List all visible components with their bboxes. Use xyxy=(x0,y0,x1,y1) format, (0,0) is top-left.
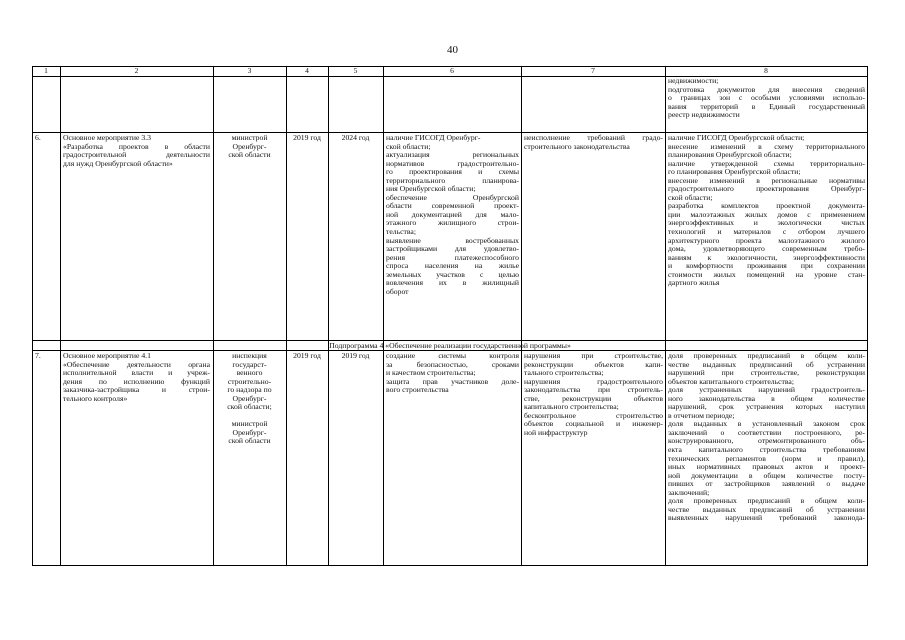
row6-expected-result: наличие ГИСОГД Оренбург- ской области; актуализация региональных нормативов градостроительно- го проектирования и схемы территориального планирова- ния Оренбургской области; обеспечение Оренбургской области современной проект- ной документацией для мало- этажного жилищного строи- тельства; выявление востребованных застройщиками для удовлетво- рения платежеспособного спроса населения на жилье земельных участков с целью вовлечения их в жилищный оборот xyxy=(386,134,519,296)
row7-start-year: 2019 год xyxy=(293,351,321,360)
col-header-2: 2 xyxy=(134,66,139,75)
col-header-5: 5 xyxy=(353,66,358,75)
row7-expected-result: создание системы контроля за безопасностью, сроками и качеством строительства; защита прав участников доле- вого строительства xyxy=(386,352,519,395)
page-number: 40 xyxy=(447,44,458,56)
col-header-4: 4 xyxy=(305,66,309,75)
col-header-8: 8 xyxy=(764,66,768,75)
row6-number: 6. xyxy=(35,133,41,142)
col-header-1: 1 xyxy=(44,66,48,75)
row7-number: 7. xyxy=(35,351,41,360)
col-header-3: 3 xyxy=(247,66,252,75)
col-header-7: 7 xyxy=(591,66,595,75)
row7-activity: Основное мероприятие 4.1 «Обеспечение деятельности органа исполнительной власти и учреж- дения по исполнению функций заказчика-застройщика и строи- тельного контроля» xyxy=(63,352,210,403)
row6-indicators: наличие ГИСОГД Оренбургской области; внесение изменений в схему территориального планирования Оренбургской области; наличие утвержденной схемы территориально- го планирования Оренбургской области; внесение изменений в региональные нормативы градостроительного проектирования Оренбург- ской области; разработка комплектов проектной документа- ции малоэтажных жилых домов с применением энергоэффективных и экологически чистых технологий и материалов с отбором лучшего архитектурного проекта малоэтажного жилого дома, удовлетворяющего современным требо- ваниям к экологичности, энергоэффективности и комфортности проживания при сохранении стоимости жилых помещений на уровне стан- дартного жилья xyxy=(668,134,865,288)
row7-end-year: 2019 год xyxy=(341,351,370,360)
subprogram-title: Подпрограмма 4 «Обеспечение реализации государственной программы» xyxy=(329,341,571,350)
row7-indicators: доля проверенных предписаний в общем коли- честве выданных предписаний об устранении нарушений при строительстве, реконструкции объектов капитального строительства; доля устраненных нарушений градостроитель- ного законодательства в общем количестве нарушений, срок устранения которых наступил в отчетном периоде; доля выданных в установленный законом срок заключений о соответствии построенного, ре- конструированного, отремонтированного объ- екта капитального строительства требованиям технических регламентов (норм и правил), иных нормативных правовых актов и проект- ной документации в общем количестве посту- пивших от застройщиков заявлений о выдаче заключений; доля проверенных предписаний в общем коли- честве выданных предписаний об устранении выявленных нарушений требований законода- xyxy=(668,352,865,523)
row6-start-year: 2019 год xyxy=(293,133,321,142)
row6-end-year: 2024 год xyxy=(341,133,370,142)
row6-activity: Основное мероприятие 3.3 «Разработка проектов в области градостроительной деятельности для нужд Оренбургской области» xyxy=(63,134,210,168)
row6-consequences: неисполнение требований градо- строительного законодательства xyxy=(524,134,663,151)
row7-consequences: нарушения при строительстве, реконструкции объектов капи- тального строительства; нарушения градостроительного законодательства при строитель- стве, реконструкции объектов капитального строительства; бесконтрольное строительство объектов социальной и инженер- ной инфраструктур xyxy=(524,352,663,437)
row7-executor: инспекция государст- венного строительно- го надзора по Оренбург- ской области; министрой Оренбург- ской области xyxy=(227,352,272,446)
cont-col8: недвижимости; подготовка документов для внесения сведений о границах зон с особыми условиями использо- вания территорий в Единый государственный реестр недвижимости xyxy=(668,77,865,120)
row6-executor: министрой Оренбург- ской области xyxy=(228,134,271,160)
col-header-6: 6 xyxy=(450,66,454,75)
